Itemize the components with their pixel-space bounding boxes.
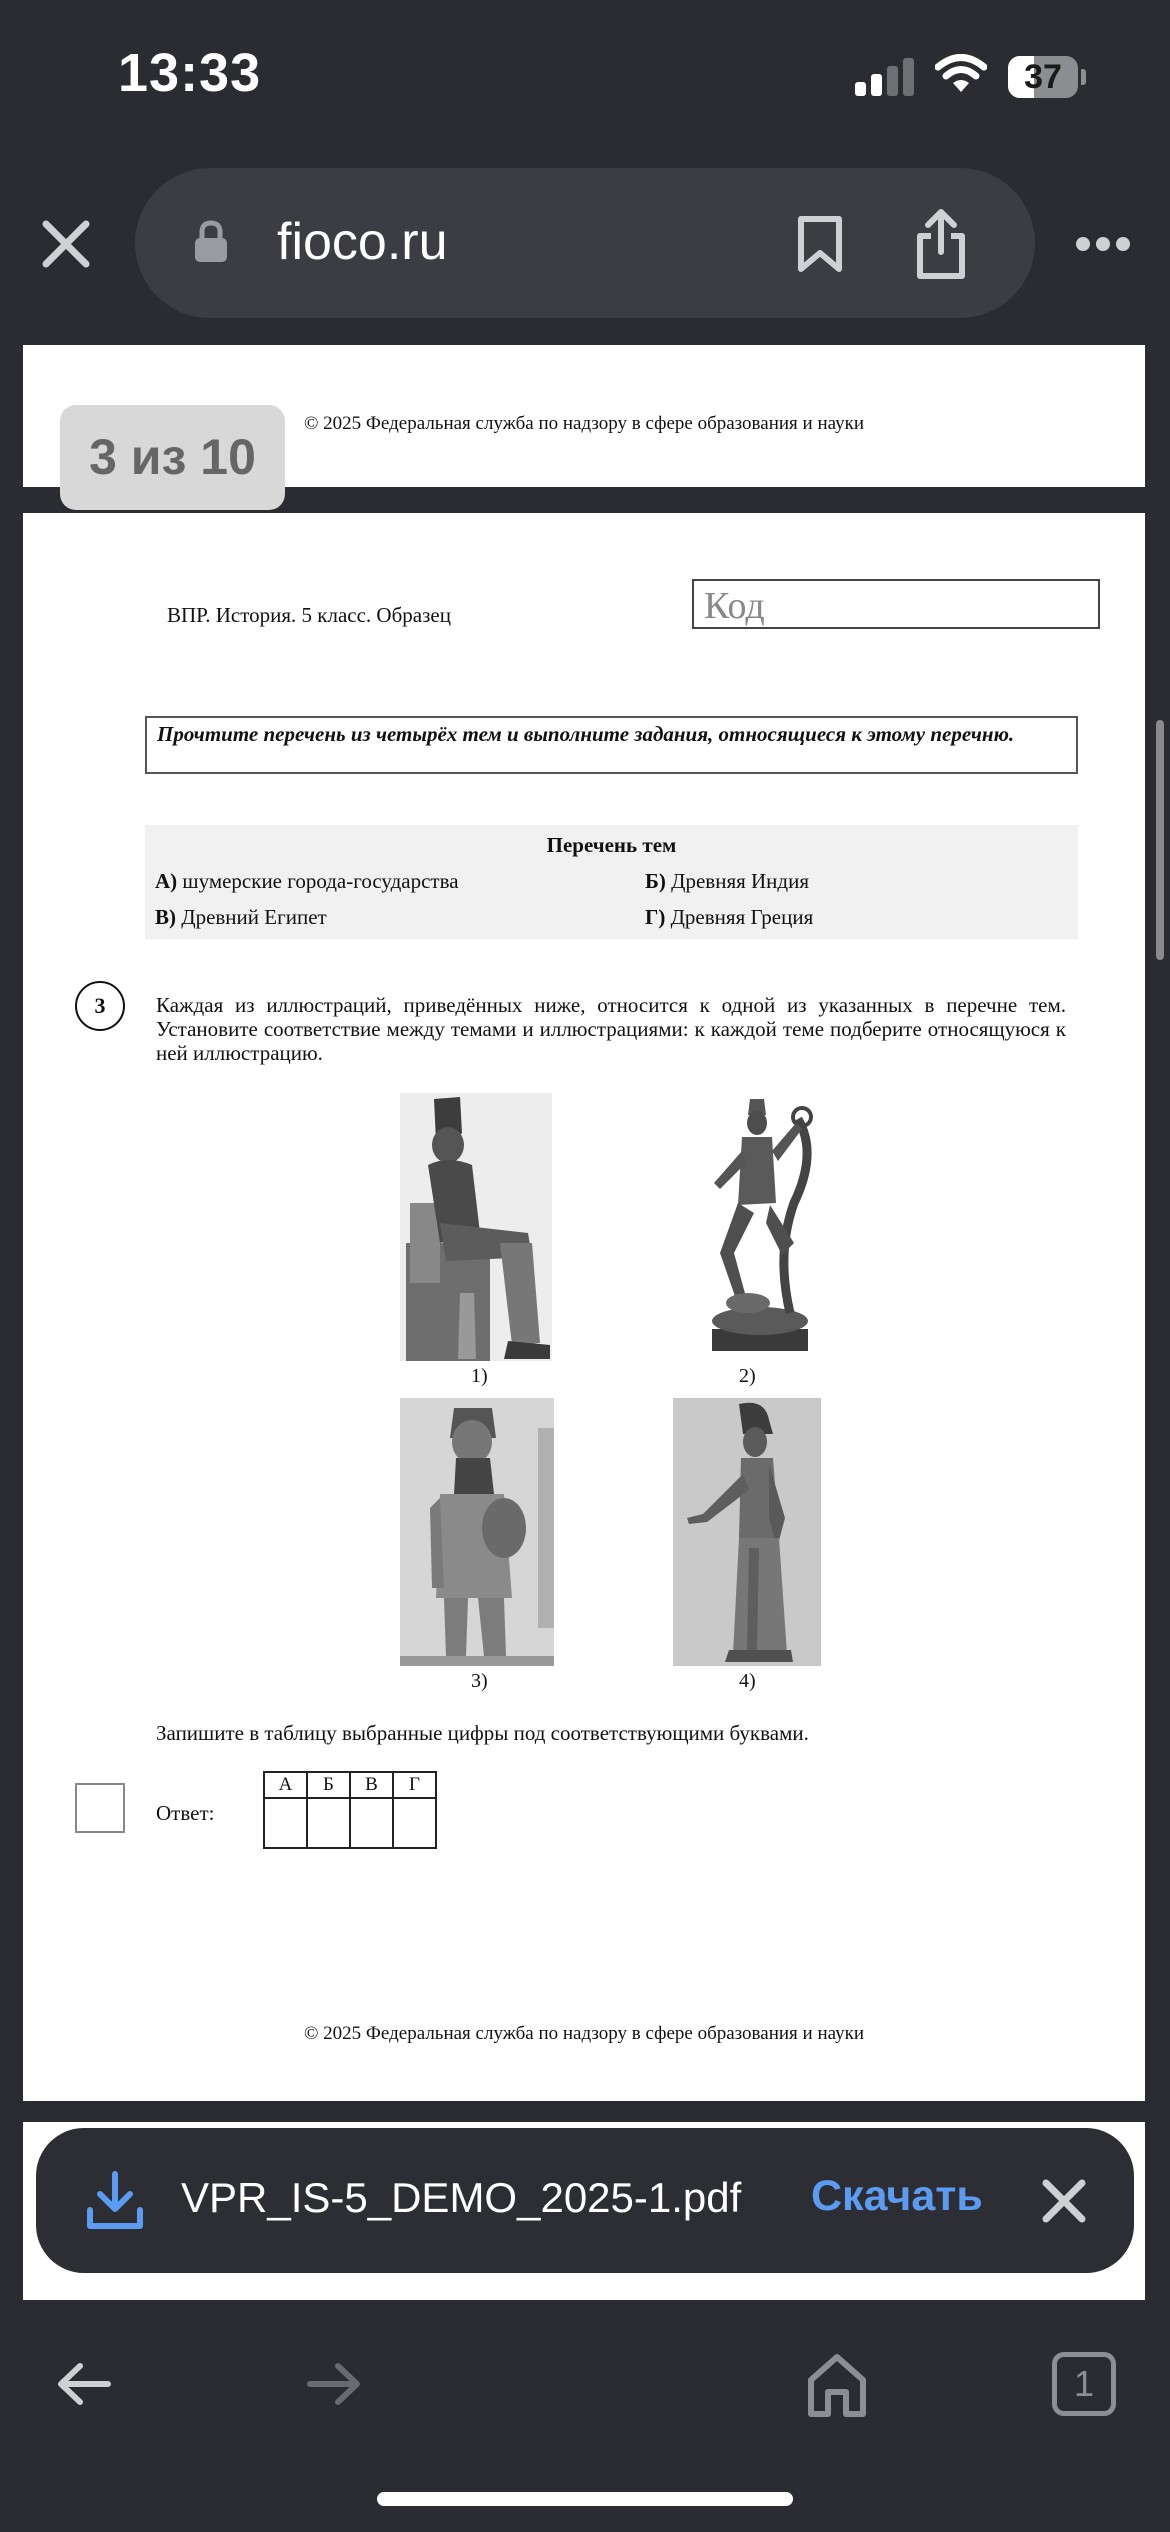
page-counter: 3 из 10 (60, 405, 285, 510)
illustration-4-caption: 4) (739, 1670, 756, 1692)
write-instruction: Запишите в таблицу выбранные цифры под соответствующими буквами. (156, 1721, 809, 1745)
code-field (692, 579, 1100, 629)
topic-v: В) Древний Египет (155, 905, 327, 929)
battery-level: 37 (1024, 58, 1062, 96)
answer-label: Ответ: (156, 1801, 215, 1825)
topics-list (145, 825, 1078, 939)
page-footer: © 2025 Федеральная служба по надзору в сфере образования и науки (303, 2023, 864, 2044)
illustration-3-caption: 3) (471, 1670, 488, 1692)
instruction-box: Прочтите перечень из четырёх тем и выполните задания, относящиеся к этому перечню. (145, 716, 1078, 774)
answer-cell (393, 1798, 436, 1848)
download-bar (36, 2128, 1134, 2273)
topic-g: Г) Древняя Греция (645, 905, 814, 929)
task-text: Каждая из иллюстраций, приведённых ниже, относится к одной из указанных в перечне тем. Установите соответствие между темами и иллюстрациями: к каждой теме подберите относящуюся к ней иллюстрацию. (156, 993, 1066, 1065)
answer-cell (264, 1798, 307, 1848)
answer-column-header: Б (307, 1772, 350, 1798)
topic-b: Б) Древняя Индия (645, 869, 809, 893)
topic-a: А) шумерские города-государства (155, 869, 459, 893)
illustration-4-greek-statue (673, 1398, 821, 1666)
download-icon (84, 2170, 146, 2232)
dismiss-download-icon[interactable] (1042, 2179, 1086, 2223)
topics-title: Перечень тем (546, 833, 677, 857)
answer-table (263, 1771, 437, 1849)
download-button[interactable]: Скачать (811, 2172, 983, 2220)
illustration-1-egyptian-statue (400, 1093, 552, 1361)
answer-cell (307, 1798, 350, 1848)
cellular-signal-icon (855, 58, 915, 96)
answer-column-header: А (264, 1772, 307, 1798)
wifi-icon (935, 54, 987, 99)
code-placeholder: Код (704, 585, 765, 627)
bookmark-icon[interactable] (797, 215, 843, 273)
back-arrow-icon[interactable] (56, 2362, 112, 2406)
battery-icon (1008, 56, 1086, 98)
forward-arrow-icon[interactable] (306, 2362, 362, 2406)
illustration-2-indian-figure (690, 1093, 830, 1361)
scroll-indicator[interactable] (1156, 720, 1164, 960)
answer-cell (350, 1798, 393, 1848)
share-icon[interactable] (915, 208, 967, 280)
home-indicator (377, 2492, 793, 2506)
tabs-button[interactable]: 1 (1052, 2352, 1116, 2416)
lock-icon (193, 220, 229, 264)
score-box (75, 1783, 125, 1833)
address-bar[interactable] (135, 168, 1035, 318)
illustration-2-caption: 2) (739, 1365, 756, 1387)
close-tab-icon[interactable] (40, 218, 92, 270)
more-options-icon[interactable] (1075, 236, 1131, 252)
illustration-1-caption: 1) (471, 1365, 488, 1387)
pdf-page-current (23, 513, 1145, 2101)
illustration-3-sumerian-relief (400, 1398, 554, 1666)
task-number: 3 (75, 981, 125, 1031)
home-icon[interactable] (806, 2352, 868, 2418)
document-header: ВПР. История. 5 класс. Образец (167, 603, 451, 627)
answer-column-header: Г (393, 1772, 436, 1798)
url-text: fioco.ru (277, 213, 448, 271)
page-footer: © 2025 Федеральная служба по надзору в сфере образования и науки (303, 413, 864, 434)
status-time: 13:33 (118, 43, 262, 103)
answer-column-header: В (350, 1772, 393, 1798)
download-filename: VPR_IS-5_DEMO_2025-1.pdf (181, 2174, 742, 2221)
